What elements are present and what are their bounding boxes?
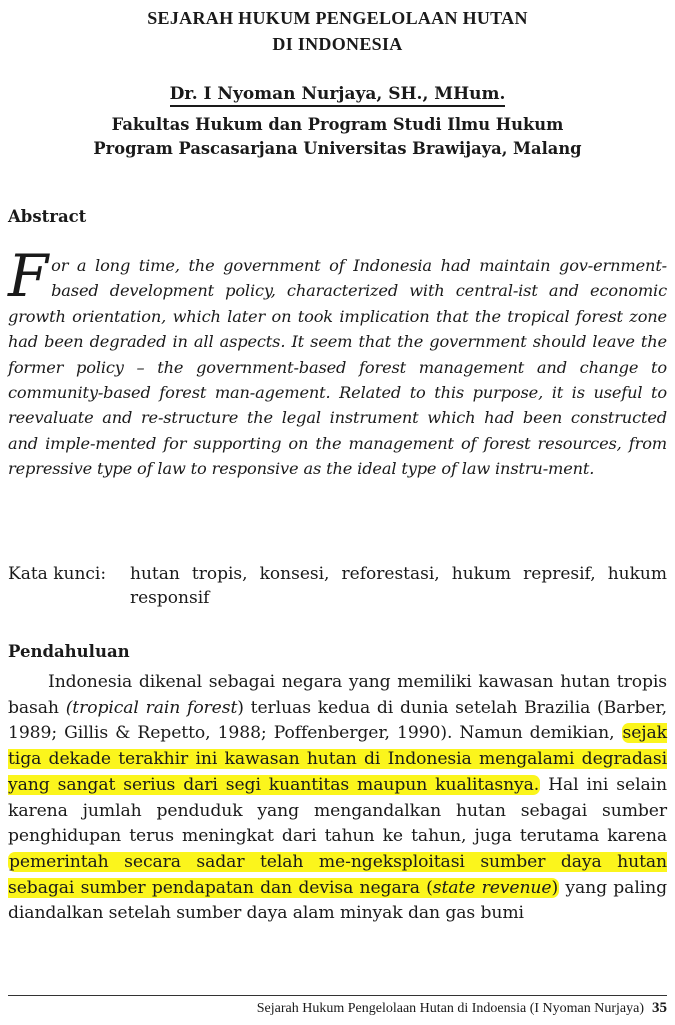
affiliation-line1: Fakultas Hukum dan Program Studi Ilmu Hukum — [111, 115, 564, 134]
abstract-text: or a long time, the government of Indonesia had maintain gov-ernment-based development policy, characterized with central-ist and economic growth orientation, which later on took implication that the tropical forest zone had been degraded in all aspects. It seem that the government should leave the former policy – the government-based forest management and change to community-based forest man-agement. Related to this purpose, it is useful to reevaluate and re-structure the legal instrument which had been constructed and imple-mented for supporting on the management of forest resources, from repressive type of law to responsive as the ideal type of law instru-ment. — [8, 256, 667, 479]
page-number: 35 — [652, 1000, 667, 1016]
intro-italic-tropical: (tropical rain forest — [65, 697, 238, 718]
highlight-exploitation-end: ) — [551, 877, 559, 898]
paper-title-line2: DI INDONESIA — [272, 34, 403, 54]
intro-text-3: Hal ini selain karena jumlah penduduk yang mengandalkan hutan sebagai sumber penghidupan terus meningkat dari tahun ke tahun, juga terutama karena — [8, 774, 667, 847]
footer-rule — [8, 995, 667, 996]
page-footer — [257, 1000, 667, 1017]
author-name — [8, 84, 667, 104]
abstract-paragraph — [8, 242, 667, 482]
introduction-heading: Pendahuluan — [8, 642, 130, 661]
keywords-text: hutan tropis, konsesi, reforestasi, hukum represif, hukum responsif — [130, 564, 667, 608]
abstract-heading: Abstract — [8, 207, 87, 226]
highlight-exploitation-text: pemerintah secara sadar telah me-ngeksploitasi sumber daya hutan sebagai sumber pendapatan dan devisa negara ( — [8, 851, 667, 898]
paper-title-line1: SEJARAH HUKUM PENGELOLAAN HUTAN — [147, 8, 528, 28]
highlight-italic-state-revenue: state revenue — [432, 877, 552, 898]
affiliation-line2: Program Pascasarjana Universitas Brawijaya, Malang — [93, 139, 582, 158]
footer-running-title: Sejarah Hukum Pengelolaan Hutan di Indoensia (I Nyoman Nurjaya) — [256, 1001, 644, 1016]
paper-page — [8, 0, 667, 1025]
intro-text-1: Indonesia dikenal sebagai negara yang memiliki kawasan hutan tropis basah — [8, 672, 667, 718]
introduction-paragraph — [8, 670, 667, 927]
author-name-text: Dr. I Nyoman Nurjaya, SH., MHum. — [170, 84, 506, 107]
keywords-label: Kata kunci: — [8, 564, 107, 584]
highlight-degradation: sejak tiga dekade terakhir ini kawasan hutan di Indonesia mengalami degradasi yang sangat serius dari segi kuantitas maupun kualitasnya. — [8, 723, 667, 795]
intro-text-2: ) terluas kedua di dunia setelah Brazilia (Barber, 1989; Gillis & Repetto, 1988; Poffenberger, 1990). Namun demikian, — [8, 697, 668, 744]
intro-text-4: yang paling diandalkan setelah sumber daya alam minyak dan gas bumi — [8, 877, 667, 924]
abstract-drop-cap: F — [8, 242, 49, 310]
